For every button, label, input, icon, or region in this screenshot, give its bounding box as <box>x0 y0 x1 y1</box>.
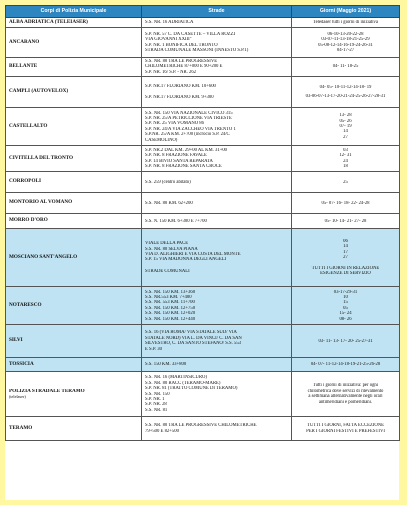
street-line: S.S. NR. 80 TRA LE PROGRESSIVE <box>145 59 218 64</box>
police-corps-subtitle: (telelaser) <box>9 394 26 399</box>
days-line: 03-17-29-31 <box>333 289 358 295</box>
days-cell <box>292 417 400 441</box>
street-line: S.P. NR. 81 (TRATTO COMUNE DI TERAMO) <box>145 386 238 392</box>
streets-cell <box>142 146 292 172</box>
days-cell <box>292 372 400 417</box>
table-row <box>6 108 400 146</box>
days-line: 13- 28 <box>339 113 352 119</box>
street-line: S.S. 150 KM. 33+800 <box>145 362 187 368</box>
police-corps-cell <box>6 287 142 325</box>
street-line: S.S. 16 (VIA ROMA/ VIA STATALE SUD/ VIA <box>145 330 237 336</box>
street-line: S.S. NR. 150 VIA NAZIONALE CIVICO 315 <box>145 110 233 116</box>
street-line: S.S. NR. 150 KM. 12+020 <box>145 311 196 317</box>
street-line: STRADE COMUNALI <box>145 268 190 274</box>
days-cell <box>292 358 400 372</box>
days-line: 27 <box>343 134 348 140</box>
days-cell <box>292 28 400 58</box>
days-cell <box>292 287 400 325</box>
streets-cell <box>142 28 292 58</box>
days-cell <box>292 325 400 358</box>
days-line: 05-08-12-14-16-19-24-26-31 <box>318 42 373 48</box>
days-cell <box>292 58 400 77</box>
days-line: 04-17-27 <box>336 47 355 53</box>
days-line: PER I GIORNI FESTIVI E PREFESTIVI <box>306 428 385 434</box>
days-line: 07- 19 <box>339 124 352 130</box>
table-row <box>6 358 400 372</box>
street-line: STATALE NORD) VIA L. DA VINCI/ C. DA SAN <box>145 335 242 341</box>
table-row <box>6 229 400 287</box>
street-line: S.P. NR.2 DAL KM. 29+00 AL KM. 31+00 <box>145 147 228 153</box>
days-line: TUTTI I GIORNI IN RELAZIONE <box>311 265 380 271</box>
table-row <box>6 325 400 358</box>
days-line: 15 <box>343 300 348 306</box>
days-line: 17 <box>343 249 348 255</box>
police-corps-cell <box>6 108 142 146</box>
police-corps-cell <box>6 325 142 358</box>
days-line: 24 <box>343 158 348 164</box>
days-line: 04- 07- 11-12-14-18-19-21-25-26-28 <box>310 362 381 368</box>
days-line: 03- 11- 13- 17- 20- 25-27-31 <box>318 338 373 344</box>
header-streets: Strade <box>142 6 292 18</box>
days-cell <box>292 77 400 108</box>
table-row <box>6 372 400 417</box>
days-line: 10 <box>343 294 348 300</box>
table-row <box>6 417 400 441</box>
days-line: a settimana alternativamente negli orari <box>308 394 383 400</box>
days-line: 05- 07- 16- 18- 22- 24-28 <box>321 200 370 206</box>
street-line: S.S. NR. 150 KM. 12+750 <box>145 305 196 311</box>
police-corps-cell <box>6 358 142 372</box>
street-line: CHILOMETRICHE 87+000 E 90+200 E <box>145 64 223 70</box>
police-corps-name: CIVITELLA DEL TRONTO <box>9 154 74 161</box>
days-line: antimeridiani e pomeridiani. <box>318 399 373 405</box>
header-days: Giorni (Maggio 2021) <box>292 6 400 18</box>
street-line: VIALE DELLA PACE <box>145 241 189 247</box>
streets-cell <box>142 18 292 28</box>
days-line: Tutti i giorni di iniziativa: per ogni <box>312 383 379 389</box>
days-cell <box>292 172 400 193</box>
streets-cell <box>142 193 292 214</box>
police-corps-name: MONTORIO AL VOMANO <box>9 199 73 206</box>
police-corps-cell <box>6 146 142 172</box>
police-corps-name: NOTARESCO <box>9 301 42 308</box>
days-cell <box>292 229 400 287</box>
table-row <box>6 193 400 214</box>
street-line: S.S. NR. 80 RACC (TERAMO-MARE) <box>145 380 221 386</box>
street-line: STRADA COMUNALE MASSONI (INNESTO S.P.1) <box>145 47 249 53</box>
days-line: 14 <box>343 129 348 135</box>
days-line: 08- 26 <box>339 316 352 322</box>
days-cell <box>292 214 400 229</box>
speed-control-table <box>5 5 400 441</box>
street-line: S.S. NR. 81 <box>145 407 168 413</box>
police-corps-name: TERAMO <box>9 424 33 431</box>
police-corps-cell <box>6 417 142 441</box>
streets-cell <box>142 417 292 441</box>
streets-cell <box>142 287 292 325</box>
street-line: S.S. NR. 80 TRA LE PROGRESSIVE CHILOMETRICHE <box>145 423 257 429</box>
police-corps-cell <box>6 193 142 214</box>
streets-cell <box>142 108 292 146</box>
police-corps-name: SILVI <box>9 337 23 344</box>
street-line: S.P. 14 BIVIO SANTA REPARATA <box>145 158 213 164</box>
days-line: 05- 26 <box>339 118 352 124</box>
table-row <box>6 287 400 325</box>
days-line: 18 <box>343 164 348 170</box>
days-line: 27 <box>343 255 348 261</box>
days-line: 05- 10- 14- 21- 27- 28 <box>324 218 367 224</box>
days-line: Teledaser tutti i giorni di iniziativa <box>313 19 378 25</box>
table-row <box>6 58 400 77</box>
days-line: 05 <box>343 305 348 311</box>
street-line: S.P. NR. 8 FRAZIONE SANTA CROCE <box>145 164 222 170</box>
street-line: S.S. NR. 16 (MARTINSICURO) <box>145 375 207 381</box>
street-line: S.S. NR. 80 KM. 62+200 <box>145 200 193 206</box>
days-line: 04- 11- 18-25 <box>332 64 359 70</box>
police-corps-cell <box>6 172 142 193</box>
street-line: S.P. NR. 28 <box>145 402 167 408</box>
days-cell <box>292 193 400 214</box>
street-line: S.P. NR.17 FLORIANO KM. 9+300 <box>145 95 214 101</box>
table-row <box>6 77 400 108</box>
days-line: 15- 24 <box>339 311 352 317</box>
street-line: VIA GIOVANNI XXIII° <box>145 37 192 43</box>
street-line: 79+500 E 82+500 <box>145 428 179 434</box>
street-line: S.S. N. 150 KM. 6+300 E 7+700 <box>145 218 207 224</box>
police-corps-name: POLIZIA STRADALE TERAMO <box>9 388 85 394</box>
street-line: S.P. NR.17 FLORIANO KM. 10+600 <box>145 83 216 89</box>
street-line: S.P. NR. 24/A VIA ZACCHEO VIA TRENTO 1 <box>145 126 236 132</box>
days-line: 03 <box>343 147 348 153</box>
street-line: S.P. 15 VIA MADONNA DEGLI ANGELI <box>145 257 227 263</box>
table-header-row <box>6 6 400 18</box>
street-line: S.P. NR. 1 <box>145 396 165 402</box>
street-line: S.S. NR. 150 <box>145 391 170 397</box>
police-corps-cell <box>6 214 142 229</box>
streets-cell <box>142 372 292 417</box>
police-corps-name: CORROPOLI <box>9 178 41 185</box>
streets-cell <box>142 229 292 287</box>
days-line: 04- 05- 10-11-12-14-18- 19 <box>319 84 372 90</box>
police-corps-cell <box>6 58 142 77</box>
police-corps-name: BELLANTE <box>9 63 38 70</box>
streets-cell <box>142 172 292 193</box>
table-row <box>6 172 400 193</box>
police-corps-name: TOSSICIA <box>9 360 34 367</box>
days-line: 25 <box>343 179 348 185</box>
street-line: E S.P. 30 <box>145 346 162 352</box>
police-corps-cell <box>6 372 142 417</box>
days-line: ESIGENZE DI SERVIZIO <box>320 271 371 277</box>
street-line: VIA D. ALIGHIERI E VIA COSTA DEL MONTE <box>145 252 241 258</box>
table-row <box>6 28 400 58</box>
street-line: S.S. NR. 150 KM. 12+440 <box>145 316 196 322</box>
days-line: 06 <box>343 239 348 244</box>
street-line: S.S. NR. 16 ADRIATICA <box>145 19 194 25</box>
days-cell <box>292 18 400 28</box>
street-line: S.S. NR. 150 KM. 13+360 <box>145 289 196 295</box>
table-row <box>6 146 400 172</box>
street-line: S.P. NR. 57 C. DA CASETTE – VILLA ROZZI <box>145 31 236 37</box>
police-corps-name: CAMPLI (AUTOVELOX) <box>9 88 69 95</box>
streets-cell <box>142 358 292 372</box>
days-line: 03-06-07-13-17-20-21-24-25-26-27-28-31 <box>305 94 386 100</box>
days-cell <box>292 108 400 146</box>
police-corps-cell <box>6 28 142 58</box>
street-line: S.S. 259 (centro abitato) <box>145 179 191 185</box>
days-cell <box>292 146 400 172</box>
days-line: chilometrica dove servizi di rilevamento <box>307 388 384 394</box>
days-line: TUTTI I GIORNI, FATTA ECCEZIONE <box>307 423 384 429</box>
police-corps-name: CASTELLALTO <box>9 122 48 129</box>
police-corps-cell <box>6 229 142 287</box>
street-line: S.S. NR. 553 KM. 11+700 <box>145 300 195 306</box>
street-line: S.S. NR. 80 SELVA PIANA <box>145 246 198 252</box>
days-line: 03-07-11-13-18-21-25-29 <box>321 37 370 43</box>
street-line: S.P. NR. 25 VIA VOMANO 86 <box>145 121 204 127</box>
street-line: S.P. NR. 1 BONIFICA DEL TRONTO <box>145 42 218 48</box>
days-line: 06-10-13-20-22-28 <box>327 31 364 37</box>
street-line: S.P.NR. 25/A KM. 2+700 (incrocio S.P. 24/C <box>145 132 230 138</box>
header-municipal-police: Corpi di Polizia Municipale <box>6 6 142 18</box>
street-line: S.S. NR.553 KM. 7+400 <box>145 294 192 300</box>
streets-cell <box>142 325 292 358</box>
street-line: S.P. NR. 25/A PETRICCIONE VIA TRIESTE <box>145 115 232 121</box>
street-line: S.P. NR. 16/ S.P. - NR. 262 <box>145 69 197 75</box>
page <box>5 5 399 500</box>
streets-cell <box>142 214 292 229</box>
street-line: S.P. NR. 8 FRAZIONE FAVALE <box>145 153 207 159</box>
police-corps-cell <box>6 77 142 108</box>
police-corps-name: ALBA ADRIATICA (TELEIASER) <box>9 18 88 25</box>
table-row <box>6 18 400 28</box>
streets-cell <box>142 58 292 77</box>
street-line: CASEMOLINO) <box>145 137 178 143</box>
street-line: SILVESTRO, C. DA SANTO STEFANO/ S.S. 553 <box>145 341 242 347</box>
days-line: 12- 31 <box>339 153 352 159</box>
police-corps-name: MOSCIANO SANT'ANGELO <box>9 253 78 260</box>
police-corps-name: MORRO D'ORO <box>9 217 48 224</box>
streets-cell <box>142 77 292 108</box>
table-row <box>6 214 400 229</box>
days-line: 14 <box>343 244 348 250</box>
police-corps-cell <box>6 18 142 28</box>
police-corps-name: ANCARANO <box>9 38 40 45</box>
